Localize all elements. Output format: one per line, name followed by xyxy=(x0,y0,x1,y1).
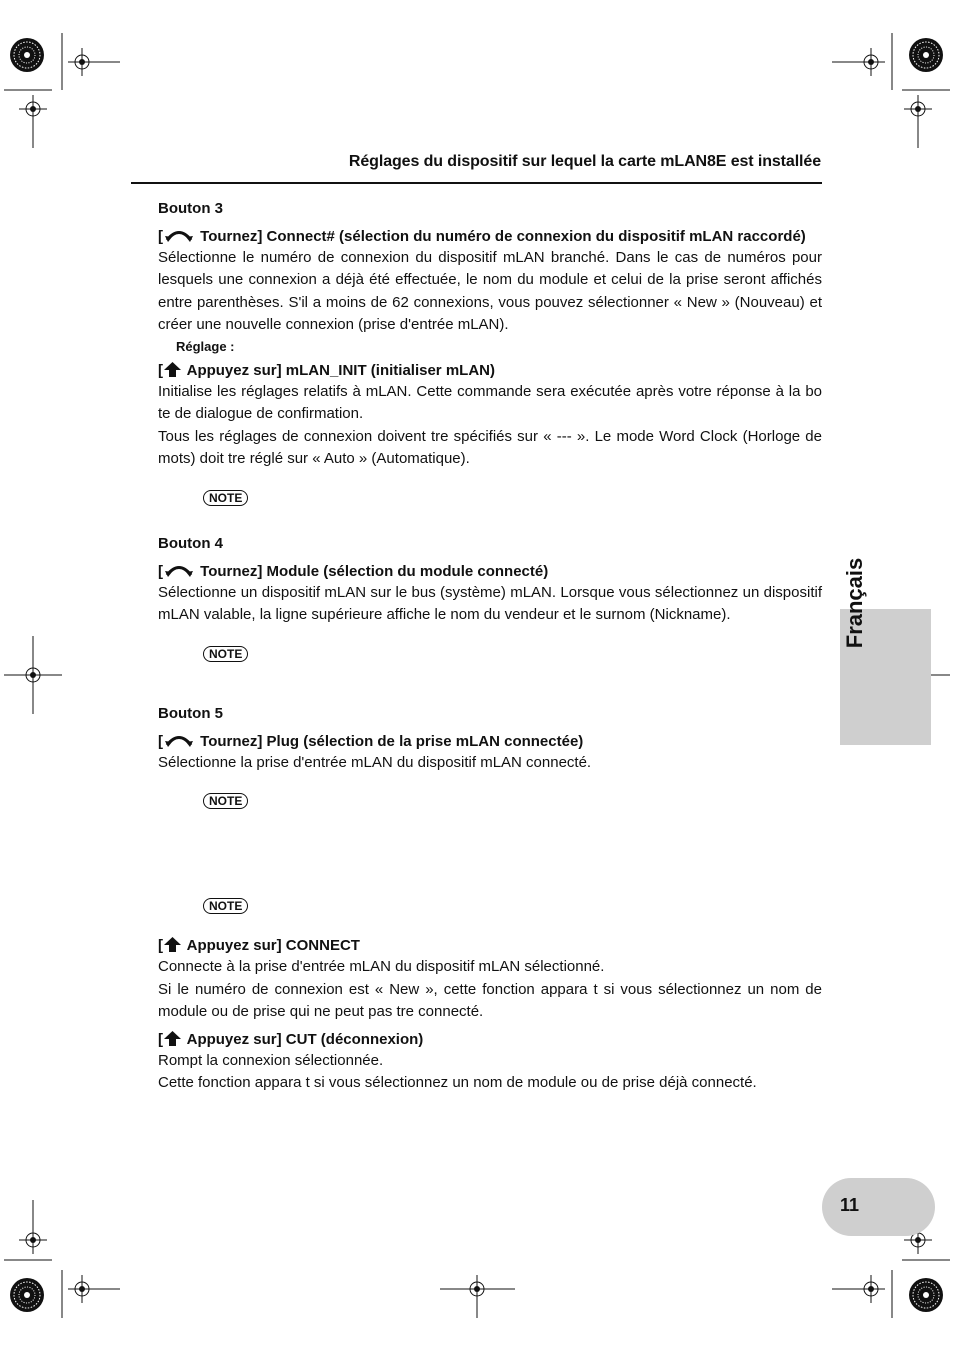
color-rosette-icon xyxy=(10,1278,44,1312)
registration-mark-icon xyxy=(857,1275,885,1303)
registration-mark-icon xyxy=(68,1275,96,1303)
command-heading: [ Appuyez sur] CUT (déconnexion) xyxy=(158,1030,424,1048)
language-tab-label: Français xyxy=(842,557,867,649)
knob-turn-icon xyxy=(164,227,194,243)
color-rosette-icon xyxy=(909,38,943,72)
command-heading: [ Tournez] Module (sélection du module connecté) xyxy=(158,562,549,580)
language-tab xyxy=(840,557,931,745)
paragraph: Sélectionne le numéro de connexion du dispositif mLAN branché. Dans le cas de numéros pour lesquels une connexion a déjà été effectuée, le nom du module et celui de la prise seront affichés entre parenthèses. S'il a moins de 62 connexions, vous pouvez sélectionner « New » (Nouveau) et créer une nouvelle connexion (prise d'entrée mLAN). xyxy=(158,248,822,333)
note-badge: NOTE xyxy=(203,646,248,662)
press-arrow-icon xyxy=(164,362,181,377)
registration-mark-icon xyxy=(19,95,47,123)
press-arrow-icon xyxy=(164,1031,181,1046)
page-number: 11 xyxy=(840,1195,860,1215)
paragraph: Sélectionne la prise d'entrée mLAN du dispositif mLAN connecté. xyxy=(158,753,592,771)
color-rosette-icon xyxy=(909,1278,943,1312)
registration-mark-icon xyxy=(463,1275,491,1303)
section-title: Bouton 4 xyxy=(158,535,223,552)
knob-turn-icon xyxy=(164,562,194,578)
paragraph: Connecte à la prise d'entrée mLAN du dispositif mLAN sélectionné. xyxy=(158,958,605,975)
registration-mark-icon xyxy=(19,661,47,689)
command-heading: [ Appuyez sur] CONNECT xyxy=(158,937,360,954)
paragraph: Cette fonction appara t si vous sélectionnez un nom de module ou de prise déjà connecté. xyxy=(158,1074,757,1091)
command-heading: [ Tournez] Connect# (sélection du numéro de connexion du dispositif mLAN raccordé) xyxy=(158,227,806,245)
registration-mark-icon xyxy=(68,48,96,76)
press-arrow-icon xyxy=(164,937,181,952)
paragraph: Sélectionne un dispositif mLAN sur le bus (système) mLAN. Lorsque vous sélectionnez un dispositif mLAN valable, la ligne supérieure affiche le nom du vendeur et le surnom (Nickname). xyxy=(158,583,822,623)
note-badge: NOTE xyxy=(203,793,248,809)
reglage-label: Réglage : xyxy=(176,338,235,354)
command-heading: [ Tournez] Plug (sélection de la prise mLAN connectée) xyxy=(158,732,584,750)
page-number-badge xyxy=(822,1178,935,1236)
note-badge: NOTE xyxy=(203,490,248,506)
paragraph: Si le numéro de connexion est « New », cette fonction appara t si vous sélectionnez un nom de module ou de prise qui ne peut pas tre connecté. xyxy=(158,980,822,1020)
registration-mark-icon xyxy=(904,95,932,123)
page-header-title: Réglages du dispositif sur lequel la carte mLAN8E est installée xyxy=(348,153,821,170)
knob-turn-icon xyxy=(164,732,194,748)
note-badge: NOTE xyxy=(203,898,248,914)
section-title: Bouton 5 xyxy=(158,705,223,722)
header-rule xyxy=(131,182,822,184)
color-rosette-icon xyxy=(10,38,44,72)
registration-mark-icon xyxy=(19,1226,47,1254)
manual-content xyxy=(158,198,822,1095)
command-heading: [ Appuyez sur] mLAN_INIT (initialiser mLAN) xyxy=(158,361,495,379)
section-title: Bouton 3 xyxy=(158,200,223,217)
paragraph: Tous les réglages de connexion doivent tre spécifiés sur « --- ». Le mode Word Clock (Horloge de mots) doit tre réglé sur « Auto » (Automatique). xyxy=(158,427,822,467)
registration-mark-icon xyxy=(857,48,885,76)
paragraph: Rompt la connexion sélectionnée. xyxy=(158,1051,384,1069)
paragraph: Initialise les réglages relatifs à mLAN. Cette commande sera exécutée après votre réponse à la bo te de dialogue de confirmation. xyxy=(158,382,822,422)
